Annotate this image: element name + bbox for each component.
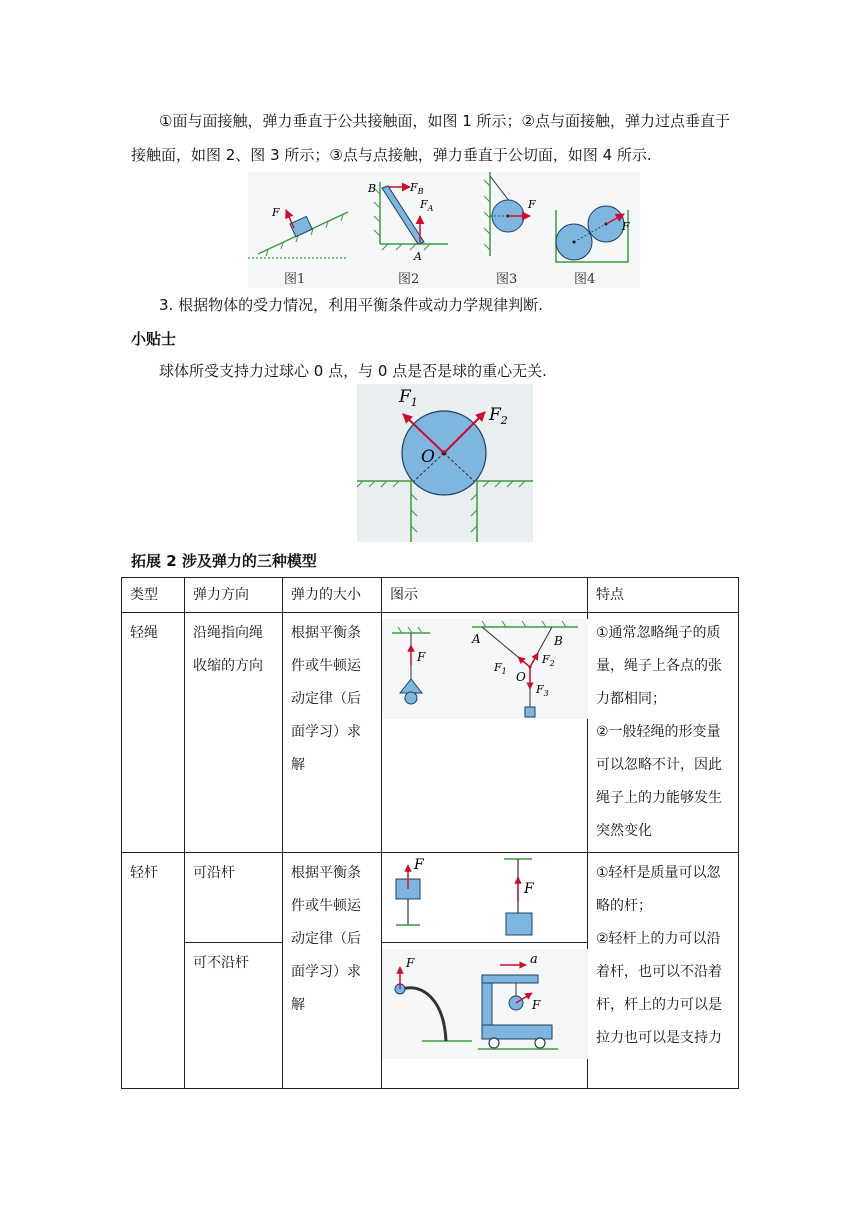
figure-2-caption: 图2 (398, 272, 420, 287)
rope-type: 轻绳 (122, 613, 185, 853)
rod-direction-not-along: 可不沿杆 (185, 943, 283, 1089)
extension-title: 拓展 2 涉及弹力的三种模型 (131, 552, 317, 570)
elastic-force-models-table (121, 577, 739, 1089)
rope-magnitude: 根据平衡条件或牛顿运动定律（后面学习）求解 (283, 613, 382, 853)
force-f2-label: $F_2$ (489, 405, 508, 427)
rope-lamp-force-label: F (417, 650, 426, 664)
rod-direction-along: 可沿杆 (185, 853, 283, 943)
figure-3-caption: 图3 (496, 272, 518, 287)
header-magnitude: 弹力的大小 (283, 578, 382, 613)
figure-2-force-b-label: $F_B$ (410, 181, 424, 196)
point-3: 3. 根据物体的受力情况，利用平衡条件或动力学规律判断. (159, 296, 543, 314)
rope-feature-1: ①通常忽略绳子的质量，绳子上各点的张力都相同； (596, 625, 722, 707)
intro-line-1: ①面与面接触，弹力垂直于公共接触面，如图 1 所示；②点与面接触，弹力过点垂直于 (159, 112, 730, 130)
table-row-rod-along (122, 853, 739, 943)
acceleration-label: a (530, 952, 538, 967)
rope-point-a: A (472, 632, 481, 646)
rod-pull-force-label: F (524, 881, 534, 897)
intro-line-2: 接触面，如图 2、图 3 所示；③点与点接触，弹力垂直于公切面，如图 4 所示. (131, 146, 652, 164)
center-o-label: O (421, 447, 435, 467)
figure-1-force-label: F (272, 206, 280, 219)
header-features: 特点 (588, 578, 739, 613)
header-diagram: 图示 (382, 578, 588, 613)
cart-force-label: F (532, 998, 541, 1012)
figure-4-caption: 图4 (574, 272, 596, 287)
rope-diagram (382, 619, 588, 719)
rope-f1-label: $F_1$ (494, 661, 507, 676)
rope-point-b: B (554, 634, 563, 648)
rod-support-force-label: F (414, 857, 424, 873)
rod-along-diagram-cell (382, 853, 588, 943)
figure-2-force-a-label: $F_A$ (420, 198, 434, 213)
rod-not-along-diagram (382, 949, 588, 1059)
rod-feature-2: ②轻杆上的力可以沿着杆，也可以不沿着杆，杆上的力可以是拉力也可以是支持力 (596, 931, 722, 1046)
figure-2-point-b: B (368, 182, 377, 195)
tip-title: 小贴士 (131, 330, 177, 348)
rod-magnitude: 根据平衡条件或牛顿运动定律（后面学习）求解 (283, 853, 382, 1089)
rope-feature-2: ②一般轻绳的形变量可以忽略不计，因此绳子上的力能够发生突然变化 (596, 724, 722, 839)
rope-f2-label: $F_2$ (542, 653, 555, 668)
rope-diagram-cell (382, 613, 588, 853)
header-direction: 弹力方向 (185, 578, 283, 613)
rod-feature-1: ①轻杆是质量可以忽略的杆； (596, 865, 721, 914)
table-header-row (122, 578, 739, 613)
table-row-rope (122, 613, 739, 853)
figure-3-force-label: F (528, 198, 536, 211)
curved-rod-force-label: F (406, 956, 415, 970)
figure-1-caption: 图1 (284, 272, 306, 287)
rope-features-cell (588, 613, 739, 853)
ball-support-figure (357, 384, 533, 542)
rope-f3-label: $F_3$ (536, 683, 549, 698)
header-type: 类型 (122, 578, 185, 613)
rod-features-cell (588, 853, 739, 1089)
force-f1-label: $F_1$ (399, 387, 418, 409)
rod-type: 轻杆 (122, 853, 185, 1089)
rope-direction: 沿绳指向绳收缩的方向 (185, 613, 283, 853)
tip-text: 球体所受支持力过球心 0 点，与 0 点是否是球的重心无关. (159, 362, 547, 380)
contact-figures (248, 172, 640, 288)
rod-not-along-diagram-cell (382, 943, 588, 1089)
figure-4-force-label: F (622, 220, 630, 233)
rod-along-diagram (382, 853, 588, 941)
rope-point-o: O (516, 670, 526, 684)
figure-2-point-a: A (414, 250, 422, 263)
